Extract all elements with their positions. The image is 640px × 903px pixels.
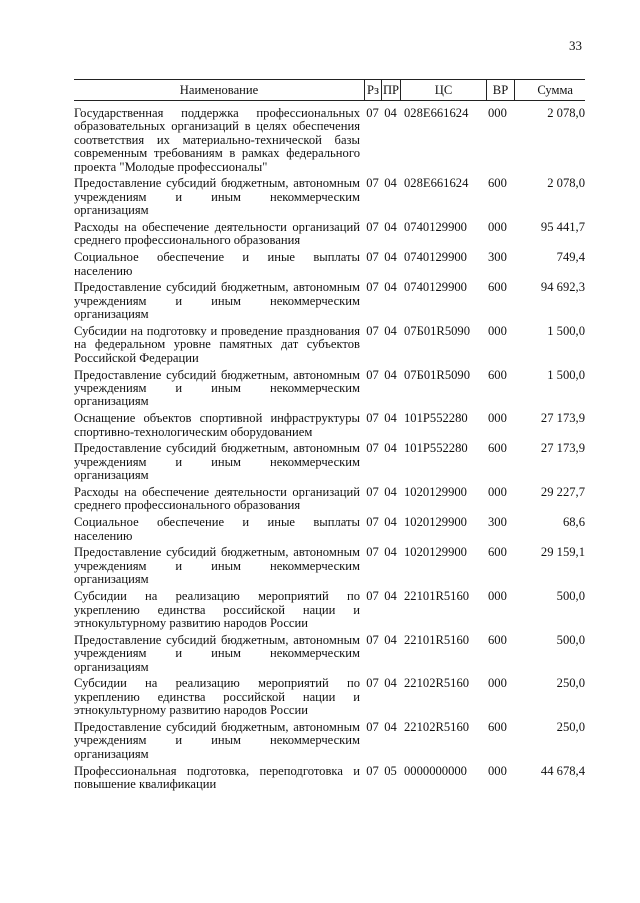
table-row	[74, 221, 585, 248]
row-vr: 000	[488, 485, 507, 500]
row-cs: 1020129900	[404, 485, 467, 500]
row-name: Оснащение объектов спортивной инфраструктуры спортивно-технологическим оборудованием	[74, 411, 360, 439]
row-cs: 22101R5160	[404, 589, 470, 604]
row-pr: 04	[384, 589, 397, 604]
table-row	[74, 442, 585, 482]
row-name: Социальное обеспечение и иные выплаты населению	[74, 250, 360, 278]
header-vr: ВР	[486, 80, 514, 100]
row-rz: 07	[366, 441, 379, 456]
row-sum: 250,0	[556, 719, 585, 734]
row-cs: 101P552280	[404, 441, 468, 456]
row-cs: 028E661624	[404, 176, 469, 191]
row-sum: 1 500,0	[547, 367, 585, 382]
header-cs: ЦС	[400, 80, 486, 100]
row-vr: 600	[488, 367, 507, 382]
row-pr: 04	[384, 515, 397, 530]
row-pr: 04	[384, 280, 397, 295]
row-name: Предоставление субсидий бюджетным, автономным учреждениям и иным некоммерческим организациям	[74, 719, 360, 761]
row-rz: 07	[366, 106, 379, 120]
row-pr: 04	[384, 545, 397, 560]
table-row	[74, 546, 585, 586]
table-row	[74, 412, 585, 439]
row-vr: 000	[488, 676, 507, 691]
row-rz: 07	[366, 367, 379, 382]
row-vr: 300	[488, 250, 507, 265]
row-name: Государственная поддержка профессиональных образовательных организаций в целях обеспечения соответствия их материально-технической базы современным требованиям в рамках федерального проекта "Молодые профессионалы"	[74, 106, 360, 174]
row-pr: 04	[384, 250, 397, 265]
row-cs: 22102R5160	[404, 676, 470, 691]
row-cs: 0740129900	[404, 250, 467, 265]
row-sum: 68,6	[562, 515, 585, 530]
table-row	[74, 369, 585, 409]
row-rz: 07	[366, 676, 379, 691]
row-sum: 1 500,0	[547, 324, 585, 339]
row-rz: 07	[366, 545, 379, 560]
row-rz: 07	[366, 515, 379, 530]
row-pr: 04	[384, 411, 397, 426]
table-row	[74, 486, 585, 513]
table-row	[74, 251, 585, 278]
table-row	[74, 765, 585, 792]
row-rz: 07	[366, 220, 379, 235]
row-vr: 600	[488, 280, 507, 295]
row-name: Субсидии на реализацию мероприятий по укреплению единства российской нации и этнокультурному развитию народов России	[74, 676, 360, 718]
table-row	[74, 177, 585, 217]
row-pr: 04	[384, 220, 397, 235]
row-rz: 07	[366, 485, 379, 500]
row-sum: 2 078,0	[547, 106, 585, 120]
row-cs: 1020129900	[404, 545, 467, 560]
row-sum: 94 692,3	[540, 280, 585, 295]
row-sum: 44 678,4	[540, 763, 585, 778]
table-header	[74, 79, 585, 101]
row-vr: 300	[488, 515, 507, 530]
row-pr: 04	[384, 485, 397, 500]
row-name: Предоставление субсидий бюджетным, автономным учреждениям и иным некоммерческим организациям	[74, 367, 360, 409]
row-name: Профессиональная подготовка, переподготовка и повышение квалификации	[74, 763, 360, 791]
row-rz: 07	[366, 763, 379, 778]
row-vr: 000	[488, 220, 507, 235]
header-rz: Рз	[364, 80, 381, 100]
table-row	[74, 516, 585, 543]
row-name: Субсидии на подготовку и проведение празднования на федеральном уровне памятных дат субъектов Российской Федерации	[74, 324, 360, 365]
row-sum: 749,4	[556, 250, 585, 265]
row-cs: 07Б01R5090	[404, 324, 471, 339]
budget-table	[74, 79, 585, 795]
row-vr: 600	[488, 632, 507, 647]
row-cs: 07Б01R5090	[404, 367, 471, 382]
row-vr: 600	[488, 176, 507, 191]
row-sum: 27 173,9	[540, 441, 585, 456]
row-pr: 04	[384, 441, 397, 456]
row-cs: 1020129900	[404, 515, 467, 530]
row-name: Предоставление субсидий бюджетным, автономным учреждениям и иным некоммерческим организациям	[74, 632, 360, 674]
row-cs: 0740129900	[404, 220, 467, 235]
row-pr: 04	[384, 106, 397, 120]
table-row	[74, 677, 585, 717]
table-row	[74, 325, 585, 365]
table-row	[74, 107, 585, 174]
row-rz: 07	[366, 632, 379, 647]
row-pr: 04	[384, 632, 397, 647]
row-sum: 29 159,1	[540, 545, 585, 560]
row-name: Предоставление субсидий бюджетным, автономным учреждениям и иным некоммерческим организациям	[74, 545, 360, 587]
row-sum: 27 173,9	[540, 411, 585, 426]
header-pr: ПР	[381, 80, 400, 100]
header-sum: Сумма	[514, 80, 585, 100]
row-pr: 05	[384, 763, 397, 778]
row-vr: 600	[488, 719, 507, 734]
row-rz: 07	[366, 250, 379, 265]
row-rz: 07	[366, 176, 379, 191]
row-rz: 07	[366, 324, 379, 339]
row-pr: 04	[384, 676, 397, 691]
row-sum: 95 441,7	[540, 220, 585, 235]
row-name: Предоставление субсидий бюджетным, автономным учреждениям и иным некоммерческим организациям	[74, 441, 360, 483]
row-sum: 2 078,0	[547, 176, 585, 191]
row-sum: 29 227,7	[540, 485, 585, 500]
row-cs: 0000000000	[404, 763, 467, 778]
table-row	[74, 721, 585, 761]
table-row	[74, 590, 585, 630]
row-cs: 028E661624	[404, 106, 469, 120]
row-cs: 22101R5160	[404, 632, 470, 647]
row-vr: 600	[488, 545, 507, 560]
row-vr: 600	[488, 441, 507, 456]
row-pr: 04	[384, 367, 397, 382]
table-row	[74, 281, 585, 321]
row-pr: 04	[384, 719, 397, 734]
row-vr: 000	[488, 324, 507, 339]
row-cs: 101P552280	[404, 411, 468, 426]
row-vr: 000	[488, 763, 507, 778]
row-name: Социальное обеспечение и иные выплаты населению	[74, 515, 360, 543]
row-vr: 000	[488, 589, 507, 604]
row-sum: 500,0	[556, 589, 585, 604]
row-name: Предоставление субсидий бюджетным, автономным учреждениям и иным некоммерческим организациям	[74, 280, 360, 322]
row-rz: 07	[366, 280, 379, 295]
row-name: Субсидии на реализацию мероприятий по укреплению единства российской нации и этнокультурному развитию народов России	[74, 589, 360, 630]
row-name: Расходы на обеспечение деятельности организаций среднего профессионального образования	[74, 220, 360, 248]
row-rz: 07	[366, 719, 379, 734]
table-body	[74, 107, 585, 791]
page-number: 33	[569, 38, 582, 53]
row-cs: 0740129900	[404, 280, 467, 295]
row-rz: 07	[366, 411, 379, 426]
row-rz: 07	[366, 589, 379, 604]
row-sum: 500,0	[556, 632, 585, 647]
row-cs: 22102R5160	[404, 719, 470, 734]
row-sum: 250,0	[556, 676, 585, 691]
row-name: Расходы на обеспечение деятельности организаций среднего профессионального образования	[74, 485, 360, 513]
row-name: Предоставление субсидий бюджетным, автономным учреждениям и иным некоммерческим организациям	[74, 176, 360, 218]
table-row	[74, 634, 585, 674]
row-pr: 04	[384, 176, 397, 191]
row-vr: 000	[488, 106, 507, 120]
row-vr: 000	[488, 411, 507, 426]
row-pr: 04	[384, 324, 397, 339]
header-name: Наименование	[179, 83, 259, 97]
